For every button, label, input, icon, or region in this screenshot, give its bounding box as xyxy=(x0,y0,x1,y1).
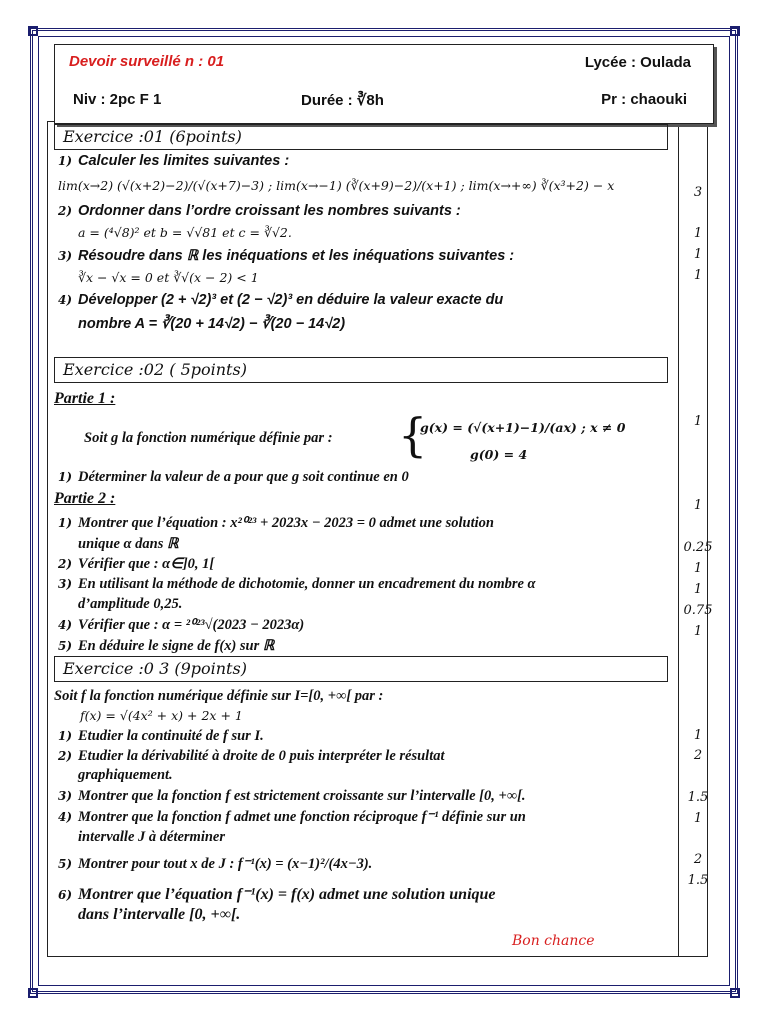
ex3-question-4b: intervalle J à déterminer xyxy=(78,829,225,845)
exam-header xyxy=(54,44,714,124)
ex3-question-2: 2) Etudier la dérivabilité à droite de 0 puis interpréter le résultat xyxy=(58,748,445,764)
ex2-part2-question-3: 3) En utilisant la méthode de dichotomie, donner un encadrement du nombre α xyxy=(58,576,536,592)
ex2-function-definition: Soit g la fonction numérique définie par : xyxy=(84,430,333,446)
part-1-heading: Partie 1 : xyxy=(54,390,116,407)
score: 1 xyxy=(693,247,703,262)
ex2-part2-question-5: 5) En déduire le signe de f(x) sur ℝ xyxy=(58,638,275,654)
score: 2 xyxy=(693,852,703,867)
ex3-question-4: 4) Montrer que la fonction f admet une fonction réciproque f⁻¹ définie sur un xyxy=(58,809,526,825)
ex3-question-6: 6) Montrer que l’équation f⁻¹(x) = f(x) admet une solution unique xyxy=(58,886,496,903)
exam-title: Devoir surveillé n : 01 xyxy=(69,53,225,70)
score: 0.75 xyxy=(683,603,713,618)
score: 1 xyxy=(693,811,703,826)
ex2-def-line-1: g(x) = (√(x+1)−1)/(ax) ; x ≠ 0 xyxy=(420,420,626,435)
ex1-question-2: 2) Ordonner dans l’ordre croissant les nombres suivants : xyxy=(58,203,461,219)
ex3-question-1: 1) Etudier la continuité de f sur I. xyxy=(58,728,264,744)
score: 1 xyxy=(693,226,703,241)
ex2-def-line-2: g(0) = 4 xyxy=(470,447,528,462)
exercise-1-title: Exercice :01 (6points) xyxy=(63,127,242,146)
ex1-question-4b: nombre A = ∛(20 + 14√2) − ∛(20 − 14√2) xyxy=(78,316,346,332)
corner-ornament xyxy=(28,988,38,998)
ex1-question-1-math: lim(x→2) (√(x+2)−2)/(√(x+7)−3) ; lim(x→−1) (∛(x+9)−2)/(x+1) ; lim(x→+∞) ∛(x³+2) − x xyxy=(58,178,615,193)
ex2-part2-question-1b: unique α dans ℝ xyxy=(78,536,179,552)
score: 1 xyxy=(693,268,703,283)
teacher-name: Pr : chaouki xyxy=(601,91,687,108)
ex1-question-3: 3) Résoudre dans ℝ les inéquations et les inéquations suivantes : xyxy=(58,248,515,264)
ex1-question-2-math: a = (⁴√8)² et b = √√81 et c = ∛√2. xyxy=(78,225,292,240)
exercise-1-title-box xyxy=(54,124,668,150)
exercise-3-title-box xyxy=(54,656,668,682)
good-luck-signature: Bon chance xyxy=(512,933,595,949)
corner-ornament xyxy=(28,26,38,36)
ex3-question-5: 5) Montrer pour tout x de J : f⁻¹(x) = (x−1)²/(4x−3). xyxy=(58,856,373,872)
exercise-2-title-box xyxy=(54,357,668,383)
ex2-part2-question-3b: d’amplitude 0,25. xyxy=(78,596,183,612)
corner-ornament xyxy=(730,988,740,998)
part-2-heading: Partie 2 : xyxy=(54,490,116,507)
ex1-question-1: 1) Calculer les limites suivantes : xyxy=(58,153,290,169)
ex2-part2-question-1: 1) Montrer que l’équation : x²⁰²³ + 2023x − 2023 = 0 admet une solution xyxy=(58,515,494,531)
score: 2 xyxy=(693,748,703,763)
exercise-2-title: Exercice :02 ( 5points) xyxy=(63,360,247,379)
corner-ornament xyxy=(730,26,740,36)
score: 1 xyxy=(693,582,703,597)
system-brace: { xyxy=(398,408,428,462)
score: 1 xyxy=(693,414,703,429)
ex2-part2-question-4: 4) Vérifier que : α = ²⁰²³√(2023 − 2023α) xyxy=(58,617,305,633)
ex3-question-3: 3) Montrer que la fonction f est strictement croissante sur l’intervalle [0, +∞[. xyxy=(58,788,526,804)
ex3-question-2b: graphiquement. xyxy=(78,767,173,783)
score: 1.5 xyxy=(687,873,709,888)
score: 0.25 xyxy=(683,540,713,555)
exam-duration: Durée : ∛8h xyxy=(301,92,384,109)
ex3-question-6b: dans l’intervalle [0, +∞[. xyxy=(78,906,241,923)
ex1-question-3-math: ∛x − √x = 0 et ∛√(x − 2) < 1 xyxy=(78,270,259,285)
score: 1 xyxy=(693,624,703,639)
ex3-function-definition: f(x) = √(4x² + x) + 2x + 1 xyxy=(80,708,243,723)
class-level: Niv : 2pc F 1 xyxy=(73,91,162,108)
ex2-part1-question-1: 1) Déterminer la valeur de a pour que g soit continue en 0 xyxy=(58,469,409,485)
score-column-divider xyxy=(678,121,679,957)
score: 1.5 xyxy=(687,790,709,805)
score: 1 xyxy=(693,728,703,743)
score: 1 xyxy=(693,561,703,576)
score: 3 xyxy=(693,185,703,200)
ex3-intro: Soit f la fonction numérique définie sur I=[0, +∞[ par : xyxy=(54,688,384,704)
ex2-part2-question-2: 2) Vérifier que : α∈]0, 1[ xyxy=(58,556,215,572)
score: 1 xyxy=(693,498,703,513)
ex1-question-4: 4) Développer (2 + √2)³ et (2 − √2)³ en déduire la valeur exacte du xyxy=(58,292,504,308)
exercise-3-title: Exercice :0 3 (9points) xyxy=(63,659,247,678)
school-name: Lycée : Oulada xyxy=(584,54,691,71)
